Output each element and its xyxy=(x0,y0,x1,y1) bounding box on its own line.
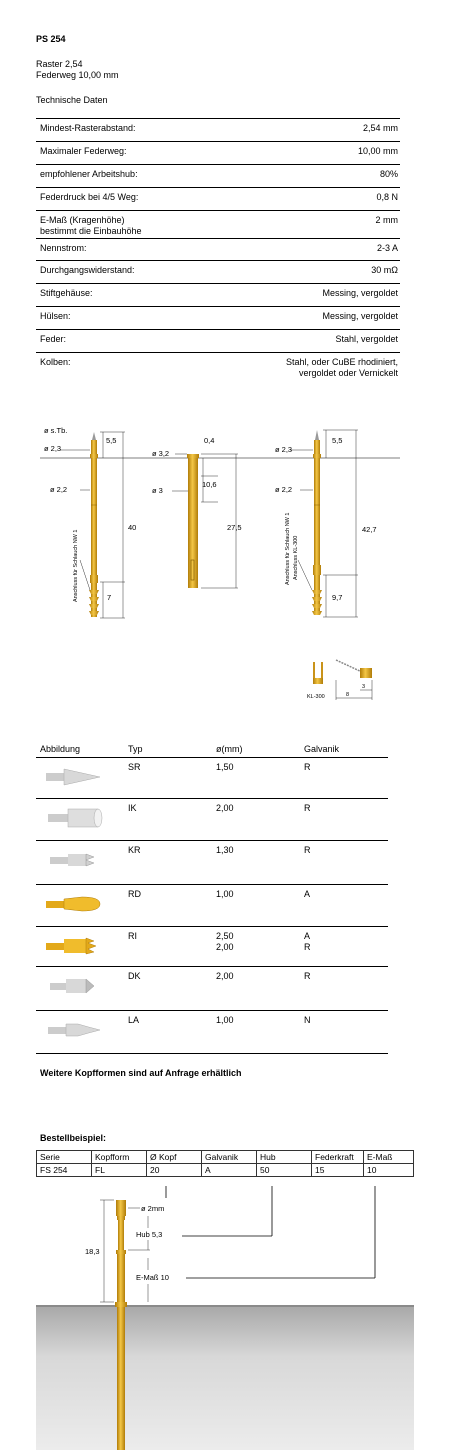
tip-row xyxy=(36,885,388,927)
order-value: FS 254 xyxy=(37,1164,92,1177)
order-header: Hub xyxy=(257,1151,312,1164)
tip-sr-icon xyxy=(42,766,104,788)
tip-row xyxy=(36,841,388,885)
dim-label: 8 xyxy=(346,692,350,698)
spec-row xyxy=(36,261,400,284)
tip-ri-icon xyxy=(42,935,104,957)
spec-label: Federdruck bei 4/5 Weg: xyxy=(40,192,139,202)
dim-label: 5,5 xyxy=(332,436,343,445)
tip-diameter: 2,00 xyxy=(216,971,234,981)
dim-label: 42,7 xyxy=(362,525,377,534)
order-header: E-Maß xyxy=(364,1151,414,1164)
spec-label: empfohlener Arbeitshub: xyxy=(40,169,138,179)
order-table xyxy=(36,1150,414,1177)
order-header-row xyxy=(37,1151,414,1164)
dim-label: ø s.Tb. xyxy=(44,426,68,435)
spec-label: Feder: xyxy=(40,334,67,344)
tip-type: KR xyxy=(128,845,141,855)
spec-value: 10,00 mm xyxy=(357,146,398,156)
spec-value: 2 mm xyxy=(375,215,398,225)
tips-note: Weitere Kopfformen sind auf Anfrage erhältlich xyxy=(40,1068,242,1078)
tip-ik-icon xyxy=(42,807,104,829)
spec-label: Hülsen: xyxy=(40,311,71,321)
tip-diameter: 1,30 xyxy=(216,845,234,855)
tip-rd-icon xyxy=(42,893,104,915)
order-dim-label: 18,3 xyxy=(85,1247,100,1256)
dim-label: 7 xyxy=(107,593,112,602)
order-value: FL xyxy=(92,1164,147,1177)
tip-galvanik: N xyxy=(304,1015,311,1025)
order-header: Federkraft xyxy=(312,1151,364,1164)
spec-label: E-Maß (Kragenhöhe) xyxy=(40,215,125,225)
spec-label: Durchgangswiderstand: xyxy=(40,265,135,275)
spec-value: Messing, vergoldet xyxy=(322,311,398,321)
federweg-line: Federweg 10,00 mm xyxy=(36,70,119,80)
kl300-detail xyxy=(307,660,372,700)
spec-row xyxy=(36,239,400,261)
order-header: Ø Kopf xyxy=(147,1151,202,1164)
order-value: 20 xyxy=(147,1164,202,1177)
spec-row xyxy=(36,142,400,165)
tip-diameter: 2,50 xyxy=(216,931,234,941)
spec-label-sub: bestimmt die Einbauhöhe xyxy=(40,226,142,236)
tip-galvanik-2: R xyxy=(304,942,311,952)
spec-value: 30 mΩ xyxy=(371,265,398,275)
spec-row xyxy=(36,353,400,383)
tip-row xyxy=(36,758,388,799)
tip-kr-icon xyxy=(42,849,104,871)
spec-label: Mindest-Rasterabstand: xyxy=(40,123,136,133)
spec-row xyxy=(36,165,400,188)
tip-galvanik: R xyxy=(304,971,311,981)
dim-label: 10,6 xyxy=(202,480,217,489)
spec-value: 80% xyxy=(379,169,398,179)
tip-galvanik: A xyxy=(304,931,311,941)
dim-label: 3 xyxy=(362,684,366,690)
tip-diameter-2: 2,00 xyxy=(216,942,234,952)
spec-row xyxy=(36,188,400,211)
dim-label: ø 2,2 xyxy=(275,485,293,494)
order-header: Serie xyxy=(37,1151,92,1164)
tip-type: DK xyxy=(128,971,141,981)
raster-line: Raster 2,54 xyxy=(36,59,83,69)
dim-label: ø 3 xyxy=(152,486,163,495)
spec-value: Stahl, vergoldet xyxy=(335,334,398,344)
spec-row xyxy=(36,307,400,330)
page-title: PS 254 xyxy=(36,34,66,44)
order-hub-label: Hub 5,3 xyxy=(136,1230,163,1239)
tips-header-typ: Typ xyxy=(128,744,143,754)
connection-label: Anschluss für Schlauch NW 1 xyxy=(73,529,79,602)
order-value: 10 xyxy=(364,1164,414,1177)
connection-label: Anschluss für Schlauch NW 1 xyxy=(285,512,291,585)
probe-head xyxy=(116,1200,126,1216)
order-header: Galvanik xyxy=(202,1151,257,1164)
tip-dk-icon xyxy=(42,975,104,997)
tip-la-icon xyxy=(42,1019,104,1041)
tip-row xyxy=(36,967,388,1011)
order-header: Kopfform xyxy=(92,1151,147,1164)
tip-diameter: 1,00 xyxy=(216,889,234,899)
section-title: Technische Daten xyxy=(36,95,108,105)
spec-row xyxy=(36,118,400,142)
spec-label: Stiftgehäuse: xyxy=(40,288,93,298)
tips-header-diameter: ø(mm) xyxy=(216,744,243,754)
spec-label: Kolben: xyxy=(40,357,71,367)
spec-row xyxy=(36,330,400,353)
spec-value: 2-3 A xyxy=(376,243,398,253)
dim-label: 0,4 xyxy=(204,436,215,445)
tips-header-galvanik: Galvanik xyxy=(304,744,340,754)
dim-label: ø 2,3 xyxy=(275,445,293,454)
tip-row xyxy=(36,799,388,841)
tips-header-abbildung: Abbildung xyxy=(40,744,81,754)
tip-galvanik: R xyxy=(304,803,311,813)
spec-label: Maximaler Federweg: xyxy=(40,146,127,156)
tip-diameter: 2,00 xyxy=(216,803,234,813)
tip-type: LA xyxy=(128,1015,140,1025)
tip-diameter: 1,00 xyxy=(216,1015,234,1025)
dim-label: 5,5 xyxy=(106,436,117,445)
tip-type: SR xyxy=(128,762,141,772)
tip-type: RD xyxy=(128,889,141,899)
order-value: 15 xyxy=(312,1164,364,1177)
probe-2-drawing xyxy=(152,436,242,588)
technical-drawing xyxy=(0,410,450,710)
kl300-label: KL-300 xyxy=(307,694,325,700)
connection-label: Anschluss KL-300 xyxy=(293,535,299,580)
probe-1-drawing xyxy=(44,426,136,618)
order-value-row xyxy=(37,1164,414,1177)
order-value: A xyxy=(202,1164,257,1177)
order-title: Bestellbeispiel: xyxy=(40,1133,107,1143)
tip-galvanik: R xyxy=(304,762,311,772)
order-dim-label: ø 2mm xyxy=(141,1204,165,1213)
spec-value: Stahl, oder CuBE rhodiniert, xyxy=(285,357,398,367)
spec-label: Nennstrom: xyxy=(40,243,87,253)
spec-value-sub: vergoldet oder Vernickelt xyxy=(298,368,398,378)
tip-diameter: 1,50 xyxy=(216,762,234,772)
tip-galvanik: R xyxy=(304,845,311,855)
spec-value: 2,54 mm xyxy=(362,123,398,133)
tip-type: RI xyxy=(128,931,137,941)
spec-row xyxy=(36,284,400,307)
order-drawing xyxy=(0,1180,450,1450)
dim-label: 40 xyxy=(128,523,137,532)
order-emass-label: E-Maß 10 xyxy=(136,1273,169,1282)
spec-value: Messing, vergoldet xyxy=(322,288,398,298)
dim-label: 27,5 xyxy=(227,523,242,532)
order-value: 50 xyxy=(257,1164,312,1177)
spec-value: 0,8 N xyxy=(376,192,398,202)
tip-row xyxy=(36,927,388,967)
dim-label: 9,7 xyxy=(332,593,343,602)
tip-row xyxy=(36,1011,388,1054)
tip-type: IK xyxy=(128,803,137,813)
spec-row xyxy=(36,211,400,239)
dim-label: ø 2,3 xyxy=(44,444,62,453)
dim-label: ø 3,2 xyxy=(152,449,170,458)
dim-label: ø 2,2 xyxy=(50,485,68,494)
tip-galvanik: A xyxy=(304,889,311,899)
